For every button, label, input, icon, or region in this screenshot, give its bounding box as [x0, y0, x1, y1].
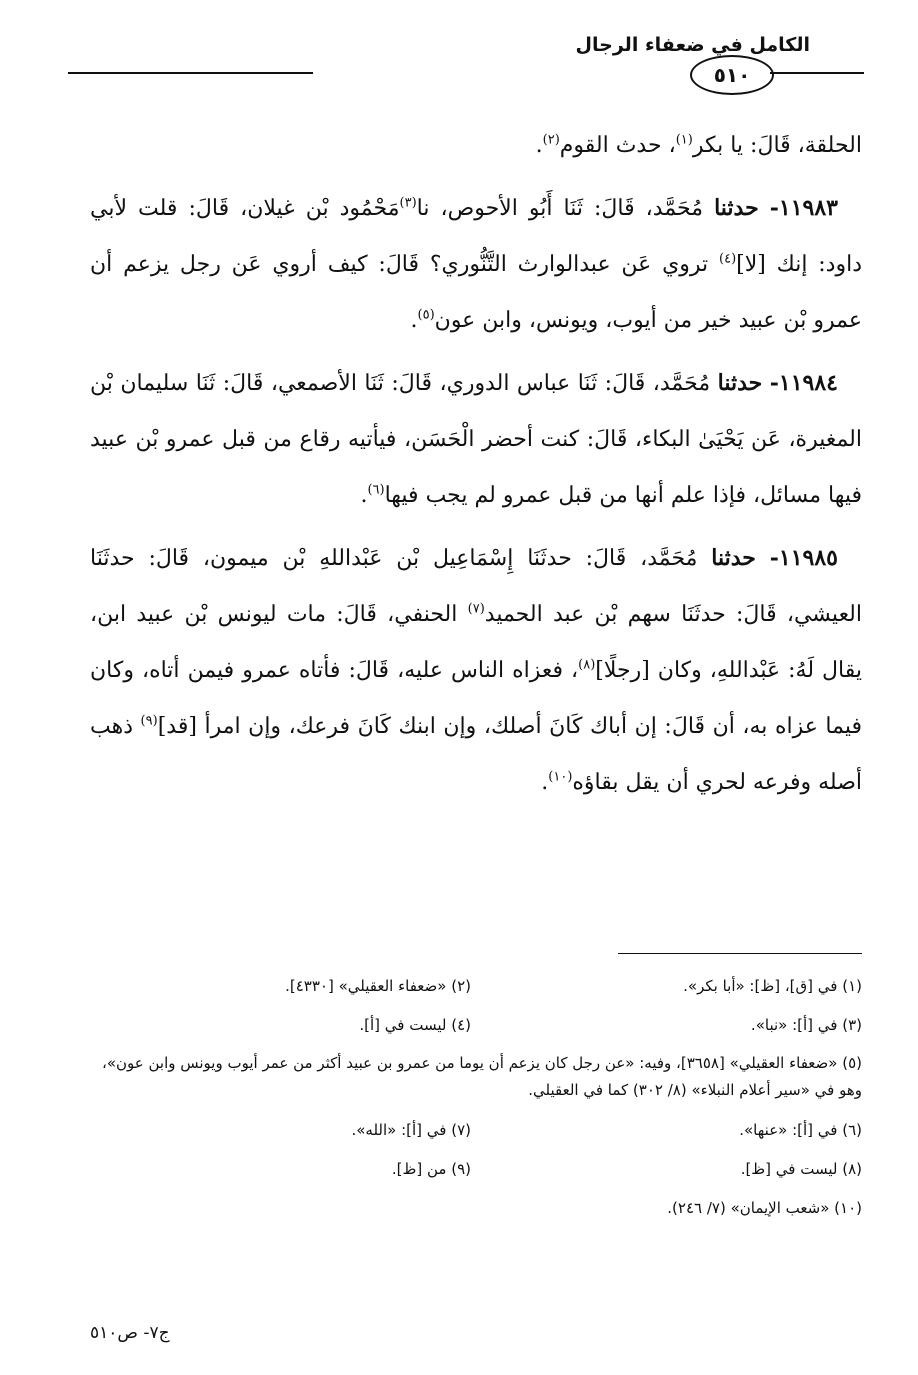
page-number: ٥١٠ [690, 55, 774, 95]
page-header [0, 0, 918, 110]
hadith-11984 [90, 355, 862, 524]
hadith-number: ١١٩٨٥- [769, 545, 838, 571]
footnote-marker: (٩) [140, 713, 158, 729]
footnote-1: (١) في [ق]، [ظ]: «أبا بكر». [683, 976, 862, 995]
hadith-keyword: حدثنا [717, 370, 763, 396]
main-text [90, 118, 862, 817]
footnote-marker: (٤) [719, 251, 737, 267]
text-segment: مُحَمَّد، قَالَ: ثَنَا أَبُو الأحوص، نا [416, 196, 704, 221]
footnote-6: (٦) في [أ]: «عنها». [739, 1120, 862, 1139]
footnote-8: (٨) ليست في [ظ]. [740, 1159, 862, 1178]
text-segment: مُحَمَّد، قَالَ: حدثَنَا إِسْمَاعِيل بْن عَبْداللهِ بْن ميمون، قَالَ: حدثَنَا العيشي، قَالَ: حدثَنَا سهم بْن عبد الحميد [90, 546, 862, 627]
text-segment: ذهب أصله وفرعه لحري أن يقل بقاؤه [90, 714, 862, 795]
text-segment: مُحَمَّد، قَالَ: ثَنَا عباس الدوري، قَالَ: ثَنَا الأصمعي، قَالَ: ثَنَا سليمان بْن المغيرة، عَن يَحْيَىٰ البكاء، قَالَ: كنت أحضر الْحَسَن، فيأتيه رقاع من قبل عمرو بْن عبيد فيها مسائل، فإذا علم أنها من قبل عمرو لم يجب فيها [90, 371, 862, 508]
hadith-keyword: حدثنا [711, 545, 756, 571]
footnote-divider [618, 953, 862, 954]
footnote-2: (٢) «ضعفاء العقيلي» [٤٣٣٠]. [285, 976, 471, 995]
footnote-4: (٤) ليست في [أ]. [359, 1015, 471, 1034]
footnote-row [80, 1149, 862, 1188]
text-segment: . [410, 308, 418, 333]
hadith-number: ١١٩٨٤- [769, 370, 838, 396]
footnote-5: (٥) «ضعفاء العقيلي» [٣٦٥٨]، وفيه: «عن رجل كان يزعم أن يوما من عمرو بن عبيد أكثر من عمر أيوب ويونس وابن عون»، وهو في «سير أعلام النبلاء» (٨/ ٣٠٢) كما في العقيلي. [101, 1054, 862, 1099]
header-rule-left [68, 72, 313, 74]
footnote-marker: (٣) [399, 195, 417, 211]
footnotes [80, 966, 862, 1227]
text-segment: ، حدث القوم [559, 133, 676, 158]
hadith-keyword: حدثنا [714, 195, 759, 221]
footnote-row [80, 1110, 862, 1149]
book-title: الكامل في ضعفاء الرجال [575, 34, 810, 56]
footnote-row [80, 966, 862, 1005]
text-segment: ، فعزاه الناس عليه، قَالَ: فأتاه عمرو فيمن أتاه، وكان فيما عزاه به، أن قَالَ: إن أباك كَانَ أصلك، وإن ابنك كَانَ فرعك، وإن امرأ [قد] [90, 658, 862, 739]
footnote-marker: (٦) [367, 482, 385, 498]
footnote-marker: (١) [675, 132, 693, 148]
footnote-3: (٣) في [أ]: «نبا». [750, 1015, 862, 1034]
paragraph-continuation [90, 118, 862, 174]
footnote-row [80, 1188, 862, 1227]
text-segment: . [360, 483, 368, 508]
footnote-10: (١٠) «شعب الإيمان» (٧/ ٢٤٦). [667, 1198, 862, 1217]
hadith-number: ١١٩٨٣- [769, 195, 838, 221]
footnote-marker: (٢) [542, 132, 560, 148]
volume-page-reference: ج٧- ص٥١٠ [90, 1323, 170, 1343]
text-segment: . [535, 133, 543, 158]
footnote-marker: (٨) [578, 657, 596, 673]
footnote-9: (٩) من [ظ]. [391, 1159, 471, 1178]
text-segment: تروي عَن عبدالوارث التَّنُّوري؟ قَالَ: كيف أروي عَن رجل يزعم أن عمرو بْن عبيد خير من أيوب، ويونس، وابن عون [90, 252, 862, 333]
text-segment: الحنفي، قَالَ: مات ليونس بْن عبيد ابن، يقال لَهُ: عَبْداللهِ، وكان [رجلًا] [90, 602, 862, 683]
footnote-marker: (٧) [467, 601, 485, 617]
footnote-7: (٧) في [أ]: «الله». [351, 1120, 471, 1139]
footnote-row [80, 1005, 862, 1044]
hadith-11985 [90, 530, 862, 811]
header-rule-right [770, 72, 864, 74]
footnote-marker: (١٠) [548, 769, 573, 785]
text-segment: . [541, 770, 549, 795]
text-segment: الحلقة، قَالَ: يا بكر [692, 133, 862, 158]
text-segment: مَحْمُود بْن غيلان، قَالَ: قلت لأبي داود: إنك [لا] [90, 196, 863, 277]
footnote-marker: (٥) [417, 307, 435, 323]
hadith-11983 [90, 180, 862, 349]
